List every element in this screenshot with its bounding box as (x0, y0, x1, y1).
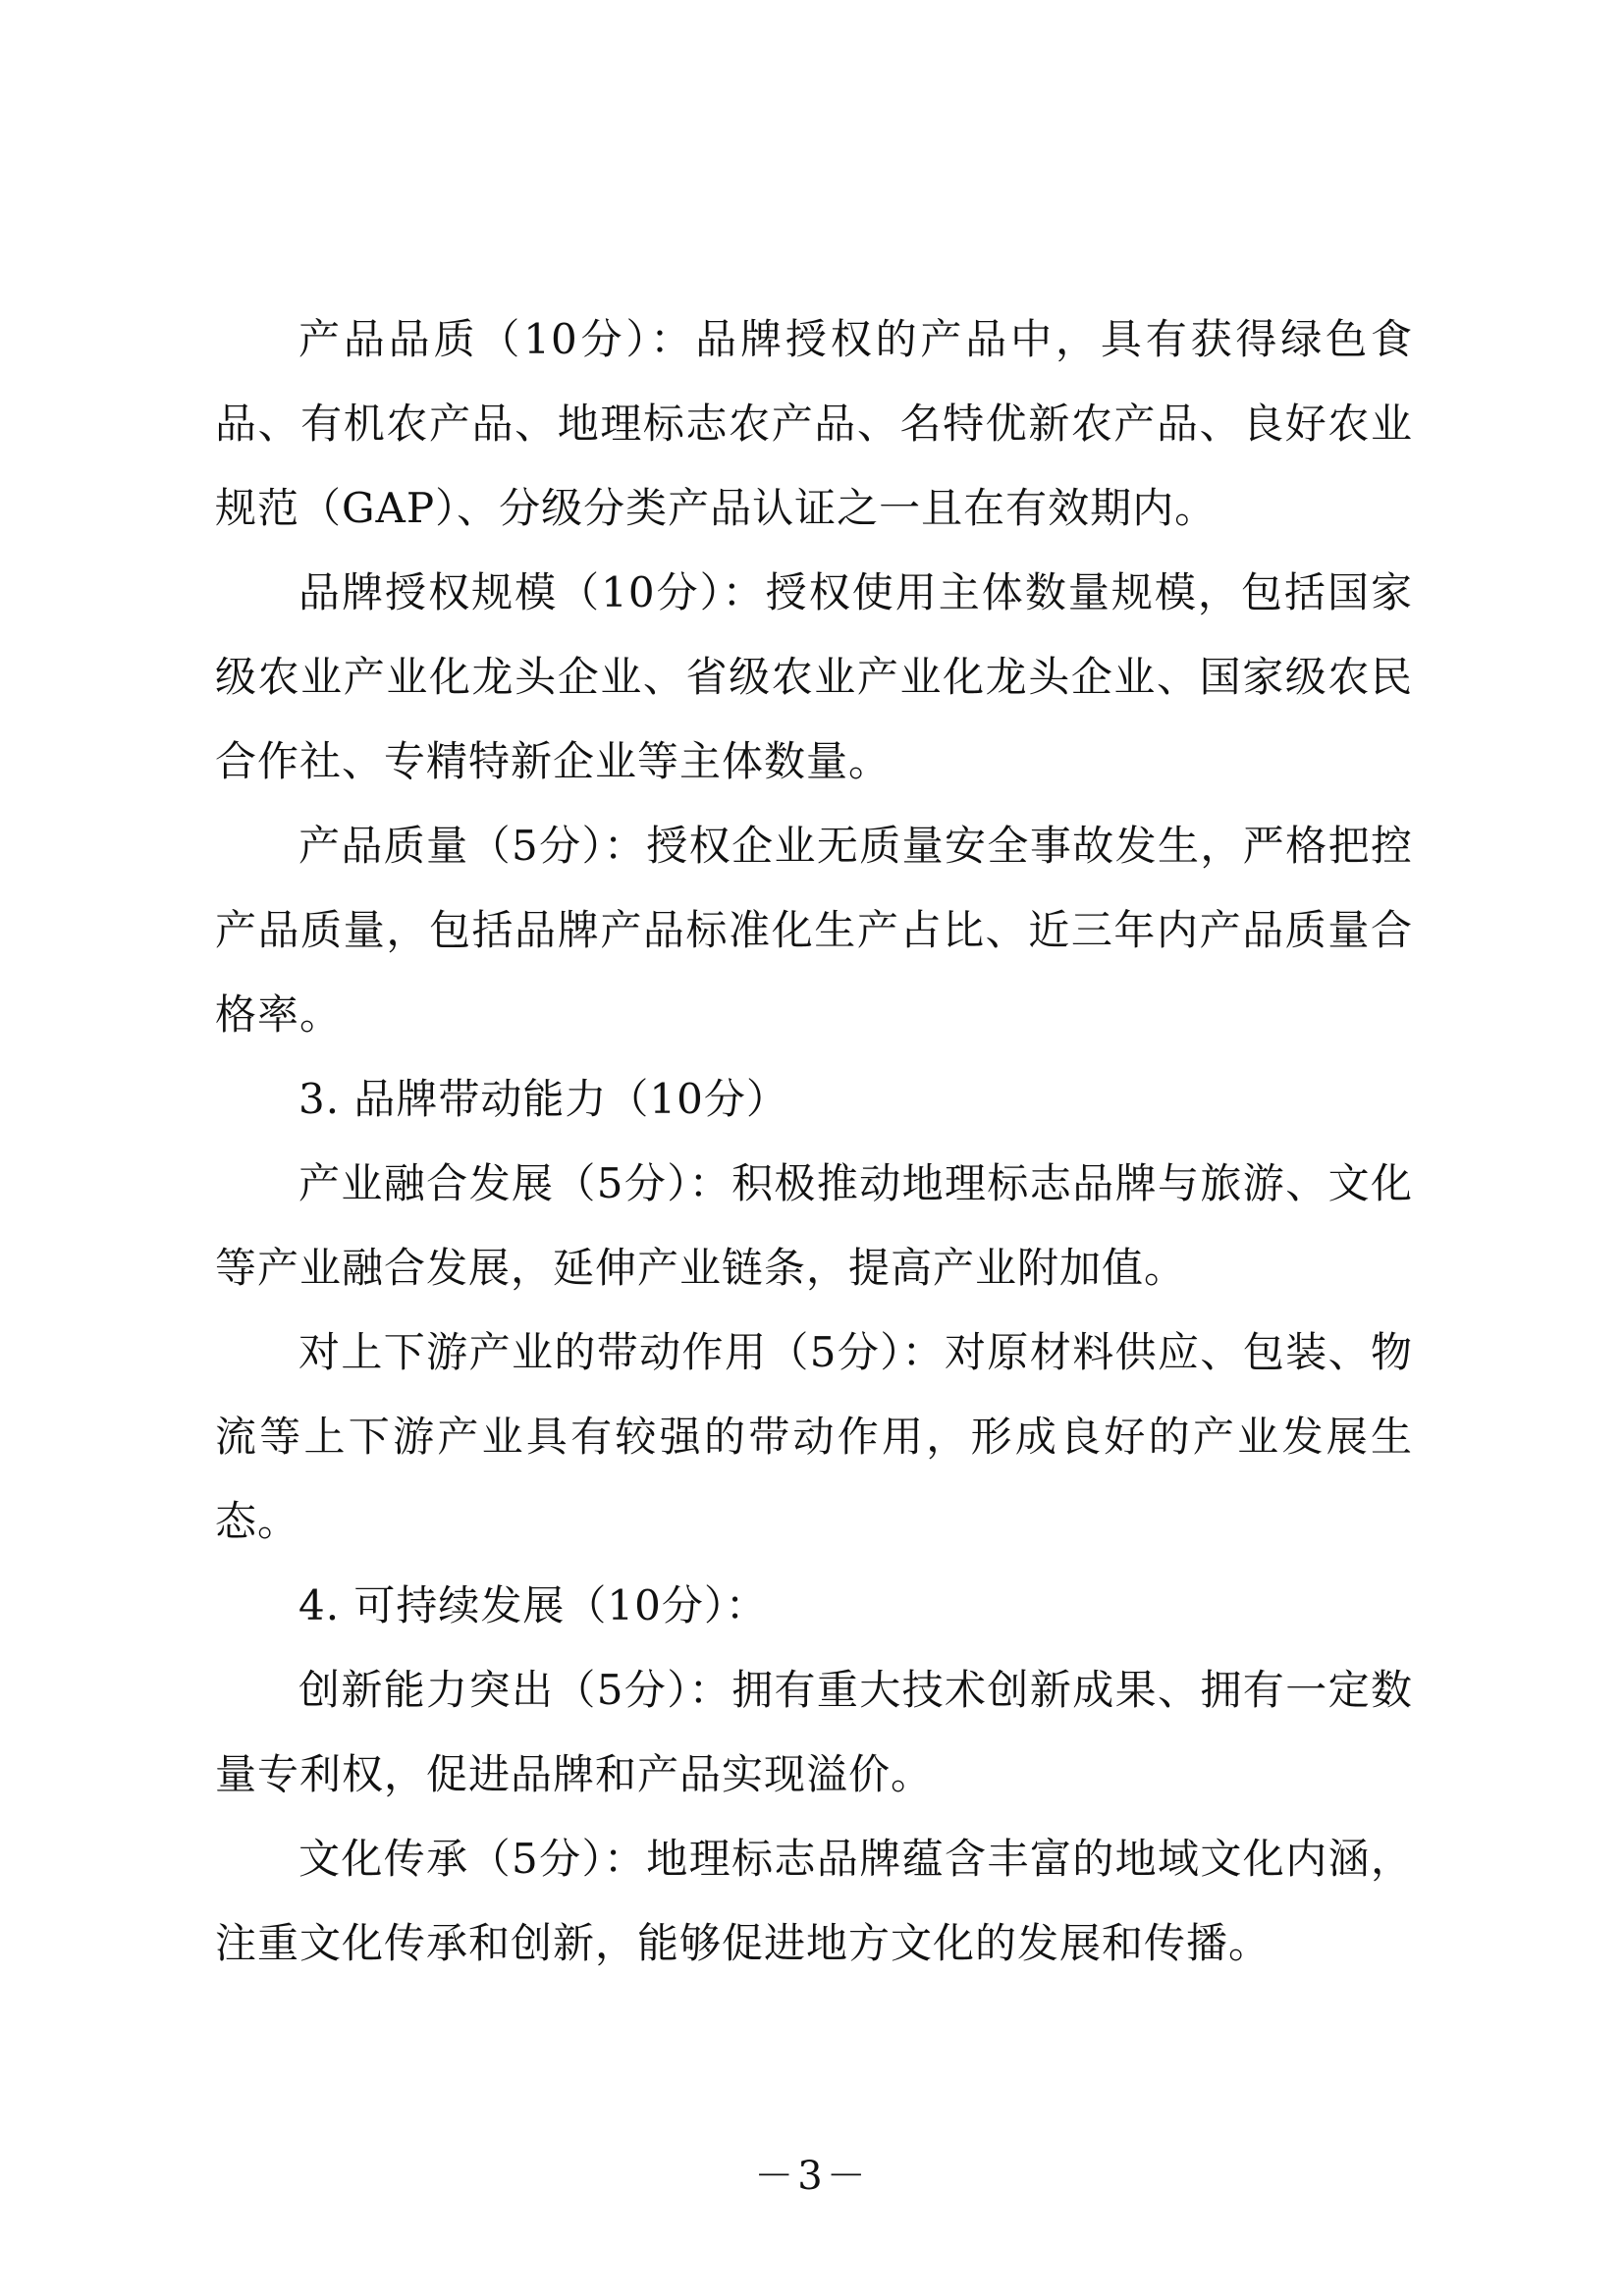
section-heading-sustainable-development: 4. 可持续发展（10分）： (298, 1581, 768, 1629)
paragraph-product-quality-grade: 产品品质（10分）：品牌授权的产品中，具有获得绿色食品、有机农产品、地理标志农产品、名特优新农产品、良好农业规范（GAP）、分级分类产品认证之一且在有效期内。 (215, 315, 1413, 532)
section-heading-brand-driving-ability: 3. 品牌带动能力（10分） (298, 1075, 788, 1123)
paragraph-innovation-ability: 创新能力突出（5分）：拥有重大技术创新成果、拥有一定数量专利权，促进品牌和产品实现溢价。 (215, 1666, 1413, 1798)
document-body (215, 297, 1413, 1986)
paragraph-brand-license-scale: 品牌授权规模（10分）：授权使用主体数量规模，包括国家级农业产业化龙头企业、省级农业产业化龙头企业、国家级农民合作社、专精特新企业等主体数量。 (215, 568, 1413, 785)
paragraph-upstream-downstream-driving: 对上下游产业的带动作用（5分）：对原材料供应、包装、物流等上下游产业具有较强的带动作用，形成良好的产业发展生态。 (215, 1328, 1413, 1545)
paragraph-industry-integration: 产业融合发展（5分）：积极推动地理标志品牌与旅游、文化等产业融合发展，延伸产业链条，提高产业附加值。 (215, 1159, 1413, 1292)
paragraph-product-quality: 产品质量（5分）：授权企业无质量安全事故发生，严格把控产品质量，包括品牌产品标准化生产占比、近三年内产品质量合格率。 (215, 822, 1413, 1039)
paragraph-cultural-heritage: 文化传承（5分）：地理标志品牌蕴含丰富的地域文化内涵，注重文化传承和创新，能够促进地方文化的发展和传播。 (215, 1835, 1413, 1967)
page-number: －3－ (754, 2154, 870, 2199)
